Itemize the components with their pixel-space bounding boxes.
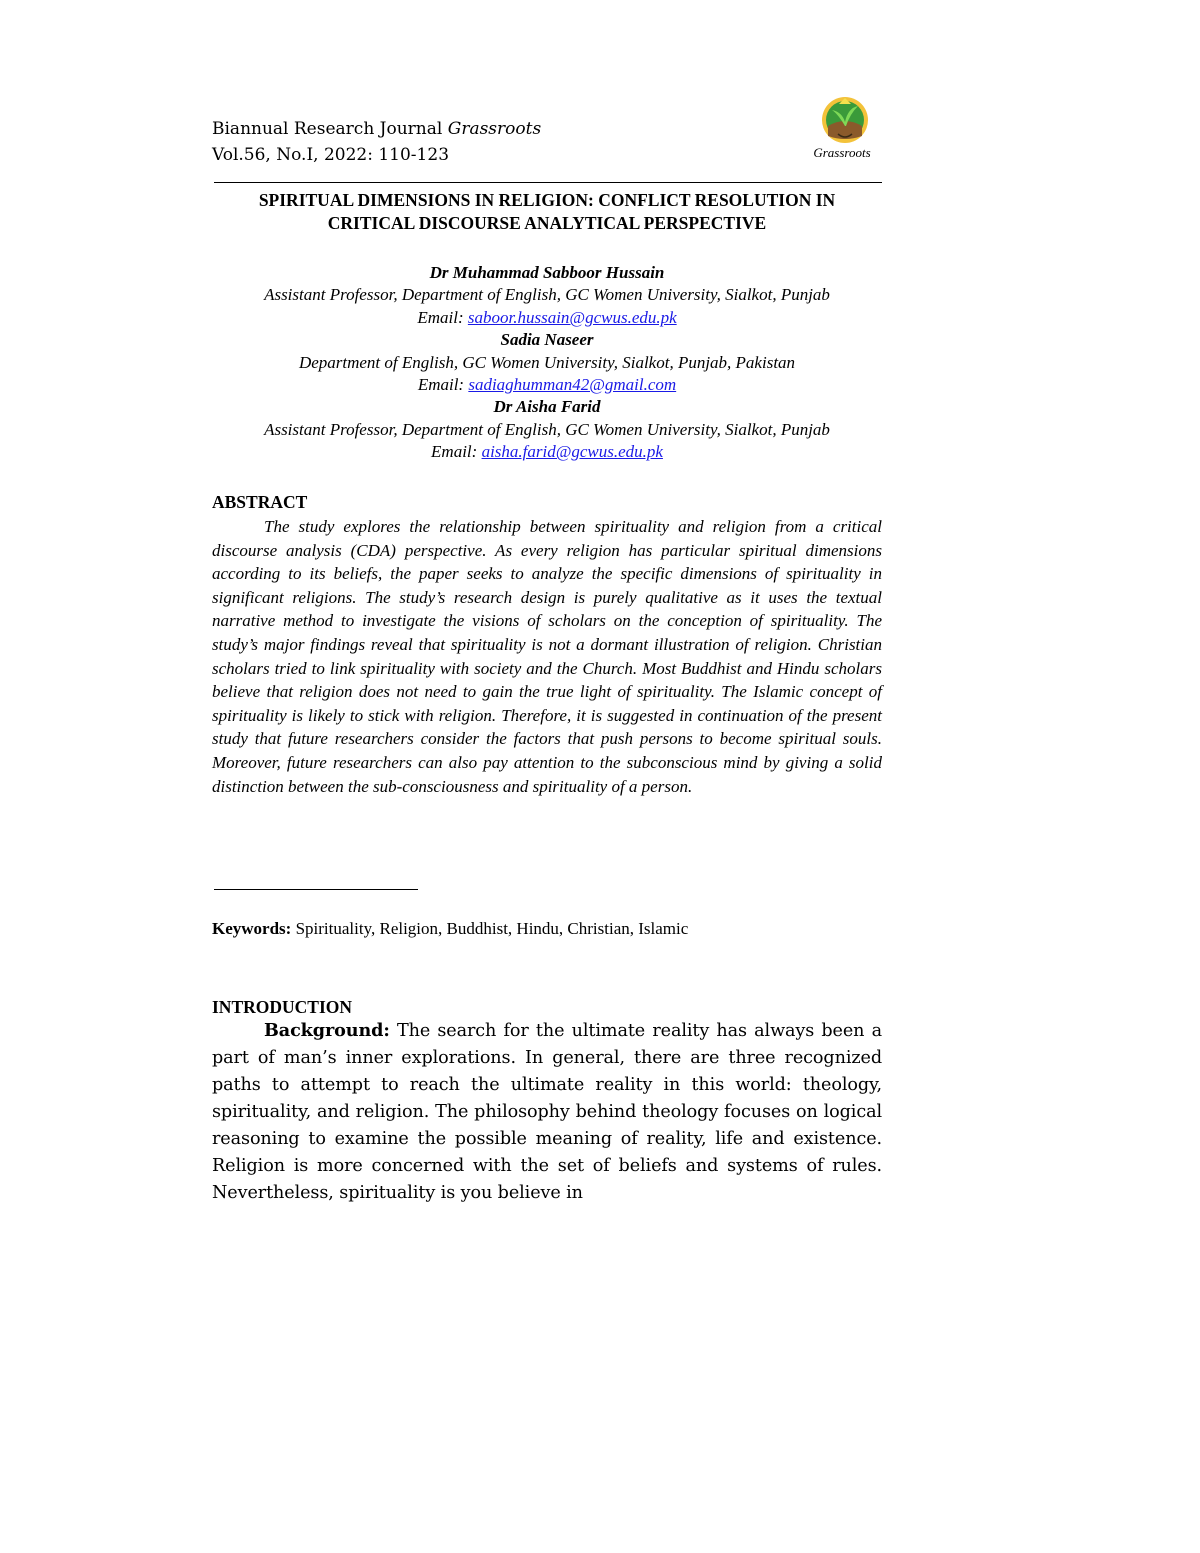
email-label: Email: [417,375,465,395]
author-affiliation: Assistant Professor, Department of English, GC Women University, Sialkot, Punjab [264,419,830,439]
author-affiliation: Assistant Professor, Department of English, GC Women University, Sialkot, Punjab [264,285,830,305]
keywords-label: Keywords: [212,919,292,938]
journal-name: Grassroots [447,119,542,139]
journal-volume: Vol.56, No.I, 2022: 110-123 [212,145,450,165]
journal-header [212,116,541,168]
author-email-link[interactable]: saboor.hussain@gcwus.edu.pk [467,307,677,327]
author-name: Sadia Naseer [500,330,594,350]
background-lead: Background: [264,1020,390,1041]
author-affiliation: Department of English, GC Women University, Sialkot, Punjab, Pakistan [298,352,796,372]
keywords-line [212,919,688,939]
logo-caption: Grassroots [813,145,871,160]
email-label: Email: [431,442,478,462]
author-name: Dr Aisha Farid [493,397,601,417]
paper-title-line-2: CRITICAL DISCOURSE ANALYTICAL PERSPECTIVE [327,213,767,233]
abstract-heading: ABSTRACT [212,492,308,512]
introduction-heading: INTRODUCTION [212,997,353,1017]
author-name: Dr Muhammad Sabboor Hussain [429,263,665,282]
author-email-line [212,374,882,396]
keywords-value: Spirituality, Religion, Buddhist, Hindu, Christian, Islamic [295,919,689,938]
journal-prefix: Biannual Research Journal [212,119,443,139]
author-email-line [212,307,882,329]
introduction-text [212,1017,882,1207]
author-email-link[interactable]: sadiaghumman42@gmail.com [468,375,677,395]
author-block [212,262,882,464]
introduction-paragraph: The search for the ultimate reality has always been a part of man’s inner explorations. In general, there are three recognized paths to attempt to reach the ultimate reality in this world: theology, spirituality, and religion. The philosophy behind theology focuses on logical reasoning to examine the possible meaning of reality, life and existence. Religion is more concerned with the set of beliefs and systems of rules. Nevertheless, spirituality is you believe in [212,1021,882,1203]
footnote-divider [214,889,418,890]
paper-title-line-1: SPIRITUAL DIMENSIONS IN RELIGION: CONFLICT RESOLUTION IN [258,190,836,210]
abstract-text: The study explores the relationship between spirituality and religion from a critical discourse analysis (CDA) perspective. As every religion has particular spiritual dimensions according to its beliefs, the paper seeks to analyze the specific dimensions of spirituality in significant religions. The study’s research design is purely qualitative as it uses the textual narrative method to investigate the visions of scholars on the conception of spirituality. The study’s major findings reveal that spirituality is not a dormant illustration of religion. Christian scholars tried to link spirituality with society and the Church. Most Buddhist and Hindu scholars believe that religion does not need to gain the true light of spirituality. The Islamic concept of spirituality is likely to stick with religion. Therefore, it is suggested in continuation of the present study that future researchers consider the factors that push persons to become spiritual souls. Moreover, future researchers can also pay attention to the subconscious mind by giving a solid distinction between the sub-consciousness and spirituality of a person. [212,517,882,796]
paper-title [212,189,882,235]
header-divider [214,182,882,183]
author-email-line [212,441,882,463]
journal-title-line [212,116,541,142]
email-label: Email: [417,307,464,327]
author-email-link[interactable]: aisha.farid@gcwus.edu.pk [481,442,663,462]
